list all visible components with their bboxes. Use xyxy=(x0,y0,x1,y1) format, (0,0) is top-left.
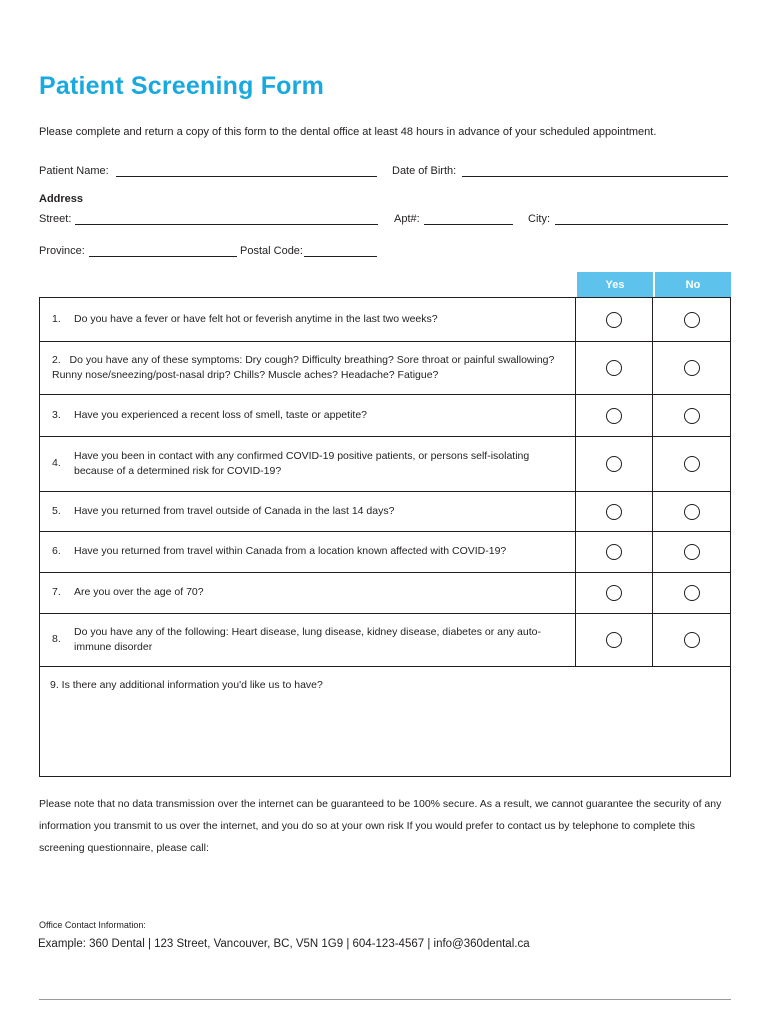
province-label: Province: xyxy=(39,245,85,257)
q5-no-radio[interactable] xyxy=(684,504,700,520)
street-label: Street: xyxy=(39,213,72,225)
additional-info-field[interactable] xyxy=(40,667,730,776)
city-label: City: xyxy=(528,213,550,225)
question-text: Do you have a fever or have felt hot or feverish anytime in the last two weeks? xyxy=(74,312,438,325)
question-cell xyxy=(40,298,576,341)
street-field[interactable] xyxy=(75,224,378,225)
table-row xyxy=(40,395,730,437)
no-cell xyxy=(653,298,730,341)
q1-yes-radio[interactable] xyxy=(606,312,622,328)
city-field[interactable] xyxy=(555,224,728,225)
apt-field[interactable] xyxy=(424,224,513,225)
dob-label: Date of Birth: xyxy=(392,165,457,177)
dob-field[interactable] xyxy=(462,176,728,177)
security-note: Please note that no data transmission over the internet can be guaranteed to be 100% secure. As a result, we cannot guarantee the security of any information you transmit to us over the internet, and you do so at your own risk If you would prefer to contact us by telephone to complete this screening questionnaire, please call: xyxy=(39,798,722,854)
yes-cell xyxy=(576,492,653,531)
yes-cell xyxy=(576,437,653,491)
question-number: 5. xyxy=(52,504,61,517)
q2-no-radio[interactable] xyxy=(684,360,700,376)
q8-no-radio[interactable] xyxy=(684,632,700,648)
table-row xyxy=(40,573,730,614)
question-number: 7. xyxy=(52,586,61,599)
question-text: Have you been in contact with any confirmed COVID-19 positive patients, or persons self-isolating because of a determined risk for COVID-19? xyxy=(74,449,530,477)
question-number: 3. xyxy=(52,408,61,421)
question-cell xyxy=(40,573,576,613)
q3-yes-radio[interactable] xyxy=(606,408,622,424)
question-text: Have you experienced a recent loss of smell, taste or appetite? xyxy=(74,408,367,421)
question-text: Have you returned from travel outside of Canada in the last 14 days? xyxy=(74,504,395,517)
question-text: Have you returned from travel within Canada from a location known affected with COVID-19? xyxy=(74,545,507,558)
no-cell xyxy=(653,532,730,572)
office-contact-value: Example: 360 Dental | 123 Street, Vancouver, BC, V5N 1G9 | 604-123-4567 | info@360dental.ca xyxy=(38,938,530,950)
q7-yes-radio[interactable] xyxy=(606,585,622,601)
question-number: 6. xyxy=(52,545,61,558)
patient-name-field[interactable] xyxy=(116,176,377,177)
q5-yes-radio[interactable] xyxy=(606,504,622,520)
yes-cell xyxy=(576,395,653,436)
q4-no-radio[interactable] xyxy=(684,456,700,472)
question-cell xyxy=(40,342,576,394)
footer-divider xyxy=(39,999,731,1000)
q1-no-radio[interactable] xyxy=(684,312,700,328)
table-row xyxy=(40,492,730,532)
province-field[interactable] xyxy=(89,256,237,257)
question-text: Are you over the age of 70? xyxy=(74,586,204,599)
no-cell xyxy=(653,573,730,613)
no-cell xyxy=(653,342,730,394)
question-text: Do you have any of the following: Heart disease, lung disease, kidney disease, diabetes or any auto-immune disorder xyxy=(74,625,541,653)
question-cell xyxy=(40,614,576,666)
table-row xyxy=(40,437,730,492)
apt-label: Apt#: xyxy=(394,213,420,225)
yes-cell xyxy=(576,342,653,394)
q4-yes-radio[interactable] xyxy=(606,456,622,472)
office-contact-label: Office Contact Information: xyxy=(39,920,146,930)
q6-yes-radio[interactable] xyxy=(606,544,622,560)
question-cell xyxy=(40,532,576,572)
question-cell xyxy=(40,437,576,491)
q8-yes-radio[interactable] xyxy=(606,632,622,648)
yes-cell xyxy=(576,614,653,666)
no-cell xyxy=(653,395,730,436)
question-cell xyxy=(40,395,576,436)
table-row xyxy=(40,614,730,667)
table-row xyxy=(40,342,730,395)
question-number: 2. xyxy=(52,353,61,366)
yes-cell xyxy=(576,532,653,572)
question-number: 8. xyxy=(52,633,61,646)
yes-column-header: Yes xyxy=(577,272,653,297)
question-number: 4. xyxy=(52,457,61,470)
no-cell xyxy=(653,437,730,491)
postal-code-label: Postal Code: xyxy=(240,245,303,257)
question-cell xyxy=(40,492,576,531)
no-column-header: No xyxy=(655,272,731,297)
yes-cell xyxy=(576,298,653,341)
q7-no-radio[interactable] xyxy=(684,585,700,601)
question-text: Do you have any of these symptoms: Dry cough? Difficulty breathing? Sore throat or painful swallowing? Runny nose/sneezing/post-nasal drip? Chills? Muscle aches? Headache? Fatigue? xyxy=(52,353,555,381)
address-heading: Address xyxy=(39,193,84,205)
form-intro: Please complete and return a copy of this form to the dental office at least 48 hours in advance of your scheduled appointment. xyxy=(39,126,657,138)
additional-info-label: 9. Is there any additional information you'd like us to have? xyxy=(50,679,323,691)
postal-code-field[interactable] xyxy=(304,256,377,257)
no-cell xyxy=(653,492,730,531)
table-row xyxy=(40,532,730,573)
patient-name-label: Patient Name: xyxy=(39,165,109,177)
q3-no-radio[interactable] xyxy=(684,408,700,424)
question-number: 1. xyxy=(52,312,61,325)
yes-cell xyxy=(576,573,653,613)
screening-table xyxy=(39,297,731,777)
q2-yes-radio[interactable] xyxy=(606,360,622,376)
form-title: Patient Screening Form xyxy=(39,72,325,100)
no-cell xyxy=(653,614,730,666)
q6-no-radio[interactable] xyxy=(684,544,700,560)
table-row xyxy=(40,298,730,342)
